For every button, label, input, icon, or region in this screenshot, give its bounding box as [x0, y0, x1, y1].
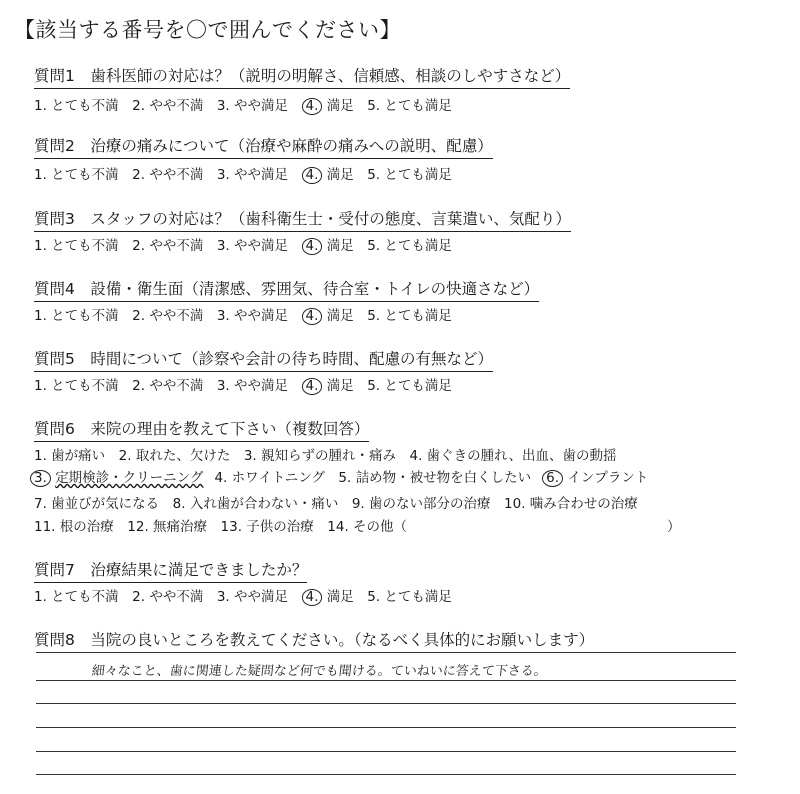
- option-2[interactable]: 2. やや不満: [132, 167, 204, 183]
- option-5[interactable]: 5. とても満足: [367, 98, 452, 114]
- option-4-label[interactable]: 満足: [326, 589, 354, 605]
- option-5[interactable]: 5. とても満足: [367, 589, 452, 605]
- option-1[interactable]: 1. とても不満: [34, 589, 119, 605]
- question-1-options: [34, 94, 452, 115]
- option-5[interactable]: 5. とても満足: [367, 308, 452, 324]
- option-1[interactable]: 1. とても不満: [34, 98, 119, 114]
- option-1[interactable]: 1. とても不満: [34, 378, 119, 394]
- option-4-selected-circle[interactable]: 4.: [302, 589, 323, 606]
- option-4-selected-circle[interactable]: 4.: [302, 98, 323, 115]
- reason-6-label[interactable]: インプラント: [567, 470, 649, 486]
- option-4-label[interactable]: 満足: [326, 98, 354, 114]
- answer-line-4: [36, 727, 736, 728]
- question-2: [34, 134, 493, 159]
- question-7-heading: 質問7 治療結果に満足できましたか？: [34, 558, 307, 583]
- option-3[interactable]: 3. やや満足: [216, 378, 289, 394]
- answer-line-1: [36, 652, 736, 653]
- option-3[interactable]: 3. やや満足: [216, 589, 289, 605]
- question-5-options: [34, 374, 452, 395]
- question-1-heading: 質問1 歯科医師の対応は？（説明の明解さ、信頼感、相談のしやすさなど）: [34, 64, 570, 89]
- question-3-heading: 質問3 スタッフの対応は？（歯科衛生士・受付の態度、言葉遣い、気配り）: [34, 207, 571, 232]
- option-5[interactable]: 5. とても満足: [367, 238, 452, 254]
- question-6: [34, 417, 369, 442]
- answer-line-2: [36, 680, 736, 681]
- answer-line-5: [36, 751, 736, 752]
- question-7-options: [34, 585, 452, 606]
- option-4-label[interactable]: 満足: [326, 378, 354, 394]
- reason-3-selected-circle[interactable]: 3.: [30, 470, 51, 487]
- question-4-heading: 質問4 設備・衛生面（清潔感、雰囲気、待合室・トイレの快適さなど）: [34, 277, 539, 302]
- question-5-heading: 質問5 時間について（診察や会計の待ち時間、配慮の有無など）: [34, 347, 493, 372]
- option-2[interactable]: 2. やや不満: [132, 98, 204, 114]
- question-5: [34, 347, 493, 372]
- option-4-selected-circle[interactable]: 4.: [302, 378, 323, 395]
- option-2[interactable]: 2. やや不満: [132, 308, 204, 324]
- option-3[interactable]: 3. やや満足: [216, 98, 289, 114]
- question-2-heading: 質問2 治療の痛みについて（治療や麻酔の痛みへの説明、配慮）: [34, 134, 493, 159]
- page-title: 【該当する番号を〇で囲んでください】: [14, 18, 401, 42]
- question-6-row-4: [34, 515, 681, 535]
- option-3[interactable]: 3. やや満足: [216, 308, 289, 324]
- option-2[interactable]: 2. やや不満: [132, 589, 204, 605]
- question-6-row-2: [30, 466, 648, 487]
- option-4-selected-circle[interactable]: 4.: [302, 308, 323, 325]
- question-3-options: [34, 234, 452, 255]
- reason-3-label[interactable]: 定期検診・クリーニング: [55, 470, 204, 486]
- option-5[interactable]: 5. とても満足: [367, 167, 452, 183]
- handwritten-answer[interactable]: 細々なこと、歯に関連した疑問など何でも聞ける。ていねいに答えて下さる。: [91, 664, 548, 679]
- option-3[interactable]: 3. やや満足: [216, 238, 289, 254]
- option-4-label[interactable]: 満足: [326, 308, 354, 324]
- question-4-options: [34, 304, 452, 325]
- answer-line-3: [36, 703, 736, 704]
- option-1[interactable]: 1. とても不満: [34, 238, 119, 254]
- option-4-label[interactable]: 満足: [326, 238, 354, 254]
- question-6-row-3[interactable]: 7. 歯並びが気になる 8. 入れ歯が合わない・痛い 9. 歯のない部分の治療 10. 噛み合わせの治療: [34, 496, 638, 512]
- reason-11-14-labels[interactable]: 11. 根の治療 12. 無痛治療 13. 子供の治療 14. その他（: [34, 519, 408, 535]
- option-4-label[interactable]: 満足: [326, 167, 354, 183]
- question-8: [34, 628, 594, 650]
- option-1[interactable]: 1. とても不満: [34, 167, 119, 183]
- question-4: [34, 277, 539, 302]
- question-7: [34, 558, 307, 583]
- reason-4-5-labels[interactable]: 4. ホワイトニング 5. 詰め物・被せ物を白くしたい: [214, 470, 532, 486]
- option-3[interactable]: 3. やや満足: [216, 167, 289, 183]
- answer-line-6: [36, 774, 736, 775]
- option-4-selected-circle[interactable]: 4.: [302, 167, 323, 184]
- other-close-paren: ）: [667, 519, 681, 535]
- question-6-row-1[interactable]: 1. 歯が痛い 2. 取れた、欠けた 3. 親知らずの腫れ・痛み 4. 歯ぐきの腫れ、出血、歯の動揺: [34, 448, 617, 464]
- question-1: [34, 64, 570, 89]
- question-3: [34, 207, 571, 232]
- option-2[interactable]: 2. やや不満: [132, 238, 204, 254]
- reason-6-selected-circle[interactable]: 6.: [542, 470, 563, 487]
- option-2[interactable]: 2. やや不満: [132, 378, 204, 394]
- option-1[interactable]: 1. とても不満: [34, 308, 119, 324]
- question-8-heading: 質問8 当院の良いところを教えてください。（なるべく具体的にお願いします）: [34, 631, 595, 649]
- option-5[interactable]: 5. とても満足: [367, 378, 452, 394]
- question-2-options: [34, 163, 452, 184]
- option-4-selected-circle[interactable]: 4.: [302, 238, 323, 255]
- question-6-heading: 質問6 来院の理由を教えて下さい（複数回答）: [34, 417, 369, 442]
